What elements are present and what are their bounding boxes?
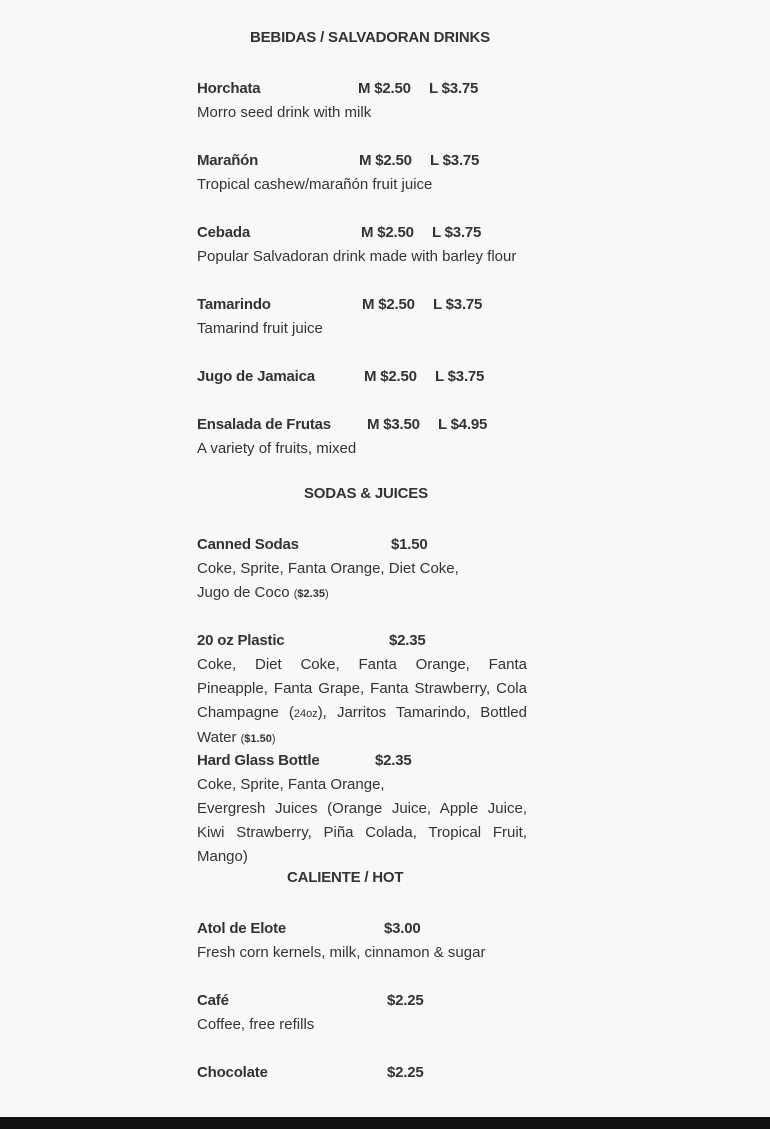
item-name: Café [197,992,229,1009]
item-price-medium: M $2.50 [359,152,412,169]
inline-price: ($1.50) [240,733,276,745]
item-name: Tamarindo [197,296,271,313]
item-name: Jugo de Jamaica [197,368,315,385]
item-description: Coke, Diet Coke, Fanta Orange, Fanta Pineapple, Fanta Grape, Fanta Strawberry, Cola Champagne (24oz), Jarritos Tamarindo, Bottled Water ($1.50) [197,656,527,746]
item-name: 20 oz Plastic [197,632,285,649]
bottom-bar [0,1117,770,1129]
item-price-medium: M $2.50 [358,80,411,97]
item-price: $3.00 [384,920,421,937]
section-heading-caliente: CALIENTE / HOT [287,869,404,886]
item-price-large: L $3.75 [432,224,482,241]
item-price-large: L $3.75 [435,368,485,385]
section-heading-sodas: SODAS & JUICES [304,485,428,502]
item-price-large: L $3.75 [429,80,479,97]
item-price: $2.35 [389,632,426,649]
item-price-medium: M $3.50 [367,416,420,433]
item-price: $2.25 [387,1064,424,1081]
item-name: Marañón [197,152,259,169]
item-description: Morro seed drink with milk [197,104,372,121]
item-price-medium: M $2.50 [364,368,417,385]
item-description: Tropical cashew/marañón fruit juice [197,176,433,193]
item-name: Canned Sodas [197,536,299,553]
item-name: Ensalada de Frutas [197,416,331,433]
item-price: $2.35 [375,752,412,769]
item-description: A variety of fruits, mixed [197,440,357,457]
item-name: Hard Glass Bottle [197,752,320,769]
item-price-large: L $3.75 [430,152,480,169]
item-description: Evergresh Juices (Orange Juice, Apple Juice, Kiwi Strawberry, Piña Colada, Tropical Fruit, Mango) [197,800,527,865]
item-description [197,557,527,606]
item-price-large: L $4.95 [438,416,488,433]
item-description: Coke, Sprite, Fanta Orange, [197,776,385,793]
inline-price: ($2.35) [293,588,329,600]
item-name: Atol de Elote [197,920,287,937]
section-heading-bebidas: BEBIDAS / SALVADORAN DRINKS [250,29,490,46]
item-name: Cebada [197,224,250,241]
description-line: Coke, Sprite, Fanta Orange, Diet Coke, [197,560,459,577]
item-description: Fresh corn kernels, milk, cinnamon & sugar [197,944,486,961]
item-price-medium: M $2.50 [362,296,415,313]
item-price-large: L $3.75 [433,296,483,313]
item-name: Chocolate [197,1064,268,1081]
item-name: Horchata [197,80,261,97]
item-price: $2.25 [387,992,424,1009]
description-line: Jugo de Coco [197,584,290,601]
item-description: Tamarind fruit juice [197,320,323,337]
item-description: Coffee, free refills [197,1016,315,1033]
item-description: Popular Salvadoran drink made with barley flour [197,248,517,265]
item-price-medium: M $2.50 [361,224,414,241]
item-price: $1.50 [391,536,428,553]
